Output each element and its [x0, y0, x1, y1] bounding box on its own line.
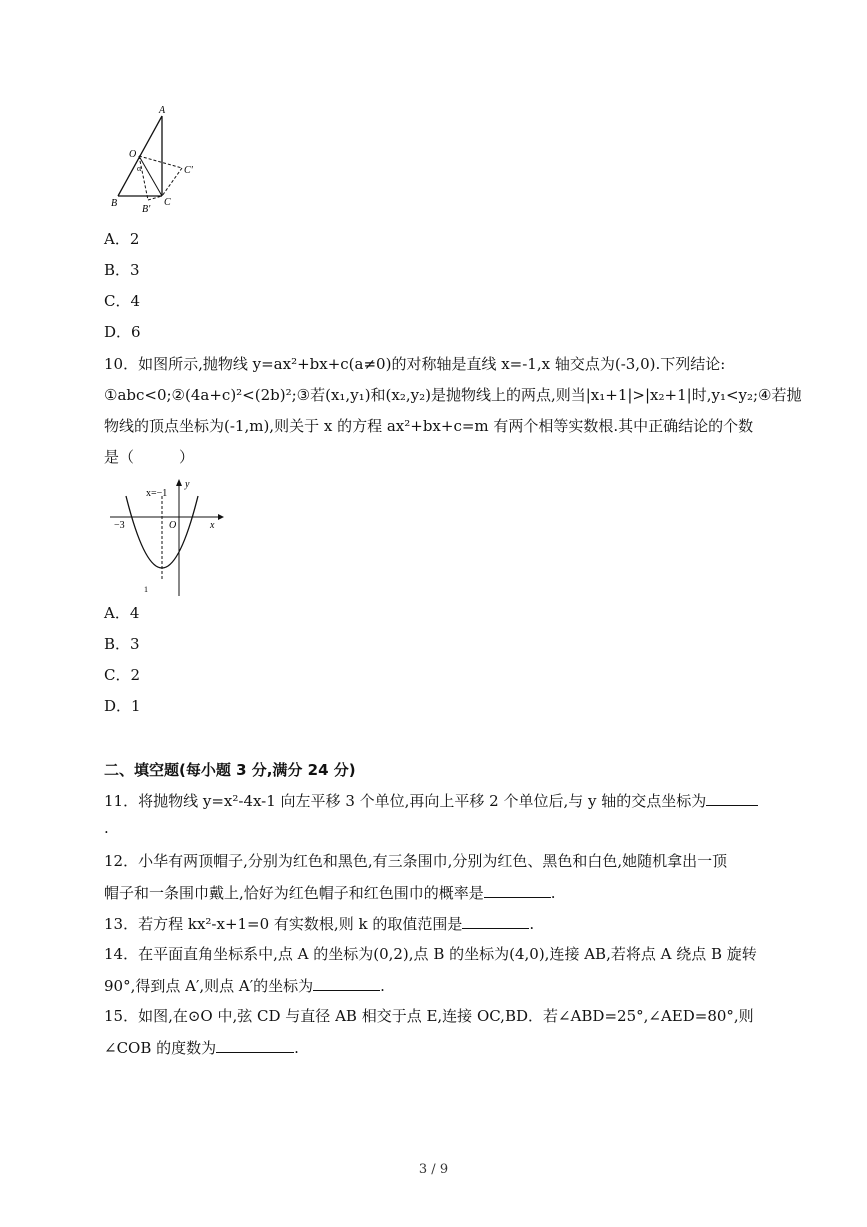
q9-triangle-figure	[106, 104, 216, 219]
page-number: 3 / 9	[418, 1162, 449, 1177]
q10-option-b: B．3	[104, 635, 140, 653]
q9-label-c: C	[164, 197, 171, 208]
q14-line-1: 14．在平面直角坐标系中,点 A 的坐标为(0,2),点 B 的坐标为(4,0),连接 AB,若将点 A 绕点 B 旋转	[104, 945, 757, 963]
section-title: 二、填空题(每小题 3 分,满分 24 分)	[104, 761, 356, 779]
q9-label-b: B	[111, 198, 118, 209]
q12-end: .	[550, 884, 556, 902]
q14-line-2	[104, 975, 385, 996]
q12-line-2	[104, 882, 556, 903]
q15-end: .	[294, 1039, 299, 1057]
q11-line-2: .	[104, 819, 109, 837]
q12-answer-blank[interactable]	[484, 882, 551, 898]
q13-end: .	[529, 915, 535, 933]
q13-line	[104, 913, 534, 934]
q14-end: .	[380, 977, 385, 995]
q11-line-1	[104, 790, 758, 811]
q9-label-c-prime: C'	[184, 165, 193, 176]
q15-text: ∠COB 的度数为	[104, 1039, 217, 1057]
q14-text: 90°,得到点 A′,则点 A′的坐标为	[104, 977, 314, 995]
q10-parabola-figure	[106, 476, 226, 598]
q10-option-d: D．1	[104, 697, 141, 715]
q13-answer-blank[interactable]	[462, 913, 529, 929]
q9-option-a: A．2	[104, 230, 140, 248]
q9-label-a: A	[159, 105, 166, 116]
q10-line-1: 10．如图所示,抛物线 y=ax²+bx+c(a≠0)的对称轴是直线 x=-1,x 轴交点为(-3,0).下列结论:	[104, 355, 726, 373]
q12-text: 帽子和一条围巾戴上,恰好为红色帽子和红色围巾的概率是	[104, 884, 484, 902]
q10-axis-label: x=−1	[146, 488, 168, 499]
q9-label-b-prime: B'	[142, 204, 151, 215]
q15-line-1: 15．如图,在⊙O 中,弦 CD 与直径 AB 相交于点 E,连接 OC,BD．若∠ABD=25°,∠AED=80°,则	[104, 1007, 754, 1025]
q10-y-label: y	[185, 479, 190, 490]
q10-neg3-label: −3	[114, 520, 125, 531]
q9-label-alpha: α	[137, 164, 142, 173]
q9-option-c: C．4	[104, 292, 141, 310]
q12-line-1: 12．小华有两顶帽子,分别为红色和黑色,有三条围巾,分别为红色、黑色和白色,她随机拿出一顶	[104, 852, 728, 870]
q10-line-4: 是（ ）	[104, 448, 195, 466]
q9-option-b: B．3	[104, 261, 140, 279]
q15-answer-blank[interactable]	[216, 1037, 294, 1053]
q10-vertex-label: 1	[144, 585, 148, 594]
q10-line-3: 物线的顶点坐标为(-1,m),则关于 x 的方程 ax²+bx+c=m 有两个相等实数根.其中正确结论的个数	[104, 417, 754, 435]
q9-label-o: O	[129, 149, 137, 160]
q13-text: 13．若方程 kx²-x+1=0 有实数根,则 k 的取值范围是	[104, 915, 463, 933]
q11-answer-blank[interactable]	[706, 790, 758, 806]
q10-option-c: C．2	[104, 666, 141, 684]
q10-option-a: A．4	[104, 604, 140, 622]
q10-line-2: ①abc<0;②(4a+c)²<(2b)²;③若(x₁,y₁)和(x₂,y₂)是抛物线上的两点,则当|x₁+1|>|x₂+1|时,y₁<y₂;④若抛	[104, 386, 802, 404]
q11-text: 11．将抛物线 y=x²-4x-1 向左平移 3 个单位,再向上平移 2 个单位后,与 y 轴的交点坐标为	[104, 792, 707, 810]
q9-option-d: D．6	[104, 323, 141, 341]
q10-origin-label: O	[169, 520, 177, 531]
q10-x-label: x	[210, 520, 215, 531]
q14-answer-blank[interactable]	[313, 975, 380, 991]
q15-line-2	[104, 1037, 299, 1058]
